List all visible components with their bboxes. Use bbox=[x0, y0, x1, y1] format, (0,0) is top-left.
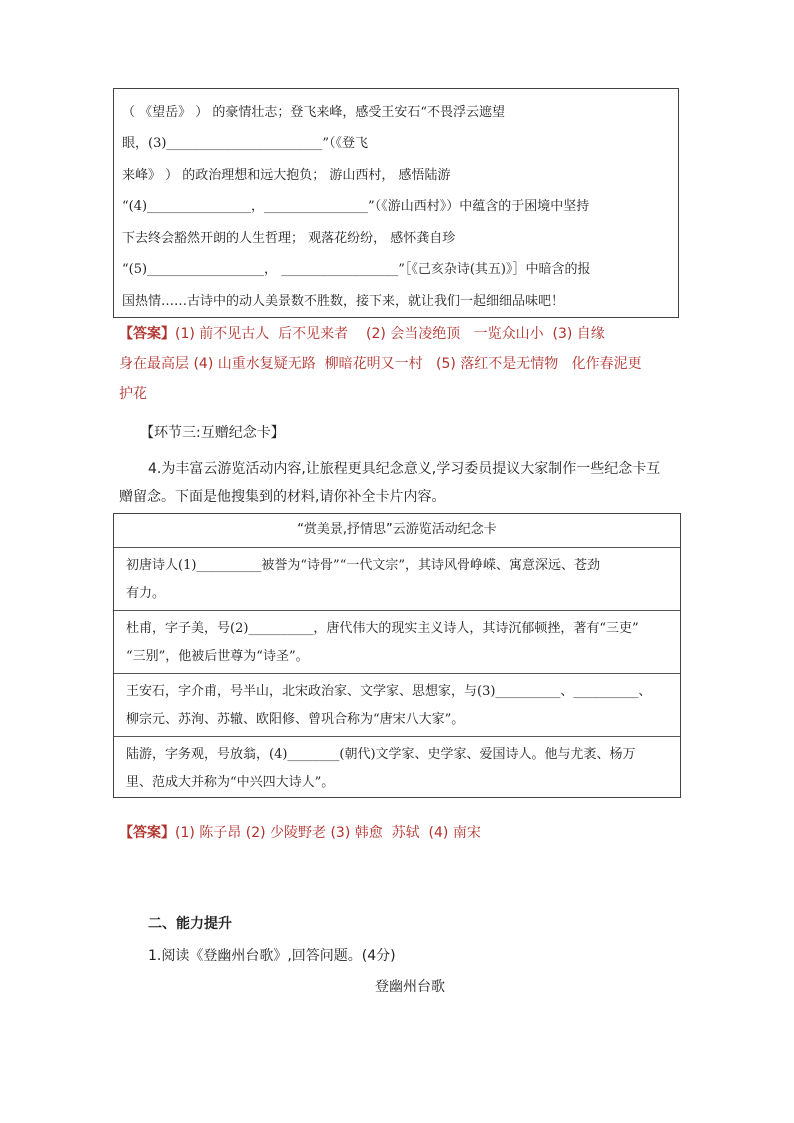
card-row-4-line-2: 里、范成大并称为“中兴四大诗人”。 bbox=[126, 775, 335, 790]
answer-1-line-3: 护花 bbox=[119, 386, 147, 402]
card-row-3-line-1: 王安石，字介甫，号半山，北宋政治家、文学家、思想家，与(3)__________、__________、 bbox=[126, 684, 652, 699]
answer-tag: 【答案】 bbox=[119, 326, 175, 342]
answer-2 bbox=[119, 824, 481, 842]
card-row-2-line-1: 杜甫，字子美，号(2)__________，唐代伟大的现实主义诗人，其诗沉郁顿挫，著有“三吏” bbox=[126, 621, 639, 636]
table-divider bbox=[114, 610, 680, 611]
table-divider bbox=[114, 736, 680, 737]
table-divider bbox=[114, 673, 680, 674]
card-row-3-line-2: 柳宗元、苏洵、苏辙、欧阳修、曾巩合称为“唐宋八大家”。 bbox=[126, 712, 465, 727]
poem-line-3: 来峰》 ） 的政治理想和远大抱负； 游山西村， 感悟陆游 bbox=[122, 168, 451, 183]
question-4-line-1: 4.为丰富云游览活动内容,让旅程更具纪念意义,学习委员提议大家制作一些纪念卡互 bbox=[148, 461, 661, 477]
memorial-card-table bbox=[113, 513, 681, 798]
question-1: 1.阅读《登幽州台歌》,回答问题。(4分) bbox=[148, 948, 396, 964]
poem-line-7: 国热情……古诗中的动人美景数不胜数，接下来，就让我们一起细细品味吧！ bbox=[122, 294, 565, 309]
answer-1-line-1 bbox=[119, 325, 605, 343]
answer-1-line-2: 身在最高层 (4) 山重水复疑无路 柳暗花明又一村 (5) 落红不是无情物 化作春泥更 bbox=[119, 356, 642, 372]
poem-excerpt-box bbox=[113, 88, 679, 318]
table-divider bbox=[114, 547, 680, 548]
card-row-2-line-2: “三别”，他被后世尊为“诗圣”。 bbox=[126, 649, 309, 664]
card-row-1-line-2: 有力。 bbox=[126, 586, 166, 601]
poem-title: 登幽州台歌 bbox=[375, 979, 445, 995]
poem-line-4: “(4)________________，________________”（《游山西村》）中蕴含的于困境中坚持 bbox=[122, 199, 590, 214]
card-title: “赏美景,抒情思”云游览活动纪念卡 bbox=[297, 522, 497, 537]
question-4-line-2: 赠留念。下面是他搜集到的材料,请你补全卡片内容。 bbox=[119, 489, 446, 505]
poem-line-1: （ 《望岳》 ） 的豪情壮志；登飞来峰，感受王安石“不畏浮云遮望 bbox=[122, 105, 506, 120]
card-row-4-line-1: 陆游，字务观，号放翁，(4)________(朝代)文学家、史学家、爱国诗人。他与尤袤、杨万 bbox=[126, 747, 636, 762]
section-heading: 二、能力提升 bbox=[148, 916, 232, 932]
answer-1-text: (1) 前不见古人 后不见来者 (2) 会当凌绝顶 一览众山小 (3) 自缘 bbox=[175, 326, 605, 342]
answer-tag: 【答案】 bbox=[119, 825, 175, 841]
poem-line-6: “(5)__________________， __________________”［《己亥杂诗(其五)》］中暗含的报 bbox=[122, 262, 591, 277]
card-row-1-line-1: 初唐诗人(1)__________被誉为“诗骨”“一代文宗”，其诗风骨峥嵘、寓意深远、苍劲 bbox=[126, 558, 600, 573]
poem-line-5: 下去终会豁然开朗的人生哲理； 观落花纷纷， 感怀龚自珍 bbox=[122, 231, 456, 246]
poem-line-2: 眼，(3)________________________”（《登飞 bbox=[122, 136, 369, 151]
section-3-title: 【环节三:互赠纪念卡】 bbox=[140, 425, 285, 441]
answer-2-text: (1) 陈子昂 (2) 少陵野老 (3) 韩愈 苏轼 (4) 南宋 bbox=[175, 825, 481, 841]
